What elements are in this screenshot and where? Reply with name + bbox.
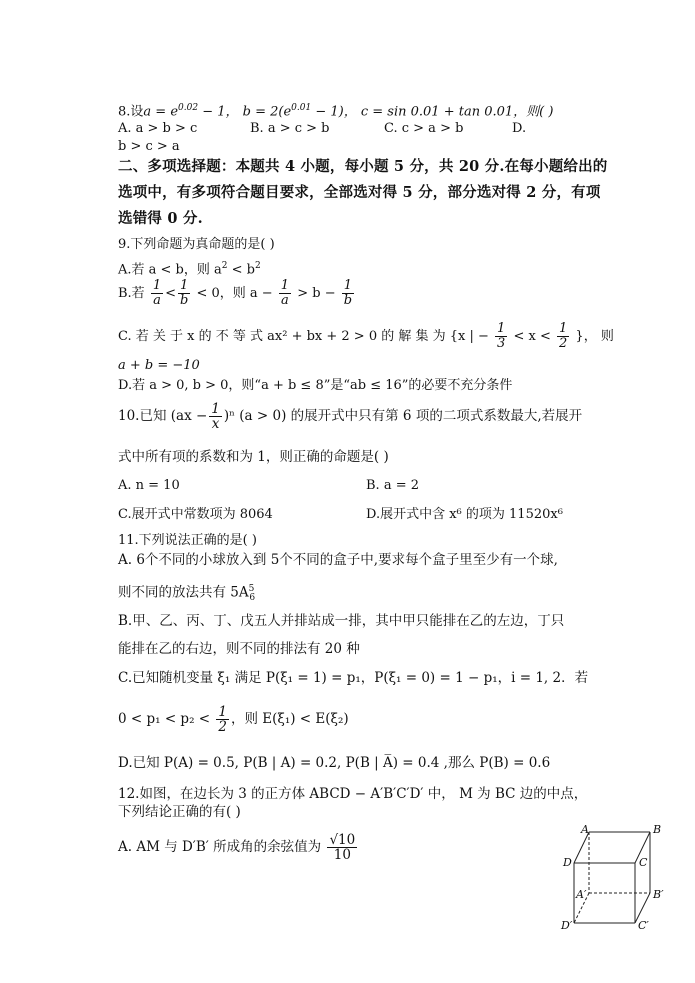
q12-option-a [118,833,359,862]
frac-num: 1 [280,278,290,293]
q8-option-d-cont: b > c > a [118,139,180,154]
frac-num: 1 [152,278,162,293]
q11-c-line2 [118,705,349,734]
q9-a-pre: A.若 a < b，则 a [118,262,222,278]
q9-b-frac4 [342,279,354,308]
q9-a-sup2: 2 [254,261,261,271]
q9-a-mid: < b [227,262,255,278]
frac-den: b [343,293,353,308]
q9-c-mid: < x < [513,329,551,344]
q10-option-d: D.展开式中含 x⁶ 的项为 11520x⁶ [366,507,563,522]
section2-line1: 二、多项选择题：本题共 4 小题，每小题 5 分，共 20 分.在每小题给出的 [118,158,608,175]
q8-expr-b: b = 2(e [242,104,292,120]
q10-option-c: C.展开式中常数项为 8064 [118,507,273,522]
frac-num: 1 [343,278,353,293]
q9-c-frac1 [495,322,507,351]
q10-frac [209,402,222,431]
q8-option-c: C. c > a > b [384,121,464,136]
label-c-prime: C′ [638,919,649,932]
q8-option-a: A. a > b > c [118,121,198,136]
q12-line2: 下列结论正确的有( ) [118,804,241,820]
section2-line2: 选项中，有多项符合题目要求，全部选对得 5 分，部分选对得 2 分，有项 [118,184,601,201]
q11-a2-text: 则不同的放法共有 5A [118,584,249,601]
q11-b-line1: B.甲、乙、丙、丁、戊五人并排站成一排，其中甲只能排在乙的左边，丁只 [118,613,565,629]
label-d: D [563,856,572,869]
label-a-prime: A′ [576,888,587,901]
label-b: B [653,823,662,836]
q11-b-line2: 能排在乙的右边，则不同的排法有 20 种 [118,641,360,657]
frac-num: 1 [180,278,189,293]
q11-stem: 11.下列说法正确的是( ) [118,533,257,548]
q8-expr-b-tail: − 1)， [311,104,357,120]
label-b-prime: B′ [653,888,664,901]
q10-line2: 式中所有项的系数和为 1，则正确的命题是( ) [118,449,389,465]
q10-option-b: B. a = 2 [366,478,419,493]
frac-den: a [153,293,161,308]
label-c: C [639,856,648,869]
q11-d: D.已知 P(A) = 0.5, P(B | A) = 0.2, P(B | A̅) = 0.4 ,那么 P(B) = 0.6 [118,755,551,771]
frac-den: 2 [559,336,568,351]
frac-num: √10 [329,832,356,848]
q9-b-frac3 [279,279,291,308]
frac-den: 10 [333,847,351,863]
section2-line3: 选错得 0 分. [118,210,203,227]
q11-a2-sub: 6 [249,593,256,604]
q8-expr-c: c = sin 0.01 + tan 0.01，则( ) [360,104,554,120]
q8-expr-b-exp: 0.01 [291,103,312,113]
q10-pre: 10.已知 (ax − [118,408,208,424]
cube-figure [556,822,666,932]
q9-stem: 9.下列命题为真命题的是( ) [118,237,275,252]
frac-num: 1 [218,704,227,720]
frac-num: 1 [559,321,568,336]
label-d-prime: D′ [561,919,573,932]
q9-b-frac1 [151,279,163,308]
q11-c-line1: C.已知随机变量 ξ₁ 满足 P(ξ₁ = 1) = p₁，P(ξ₁ = 0) = 1 − p₁，i = 1, 2．若 [118,670,589,686]
frac-num: 1 [211,401,220,417]
q9-option-b: B.若 $\frac{1}{a}$ < $\frac{1}{b}$ < 0，则 a − $\frac{1}{a}$ > b − $\frac{1}{b}$ [118,278,353,308]
q8-option-d: D. [512,121,527,136]
frac-num: 1 [497,321,506,336]
q11-c2-pre: 0 < p₁ < p₂ < [118,711,211,727]
q9-b-mid: < 0，则 a − [196,286,273,301]
q10-option-a: A. n = 10 [118,478,180,493]
q10-stem [118,402,582,431]
q9-b-pre: B.若 [118,286,145,301]
frac-den: a [281,293,289,308]
q10-mid: )ⁿ (a > 0) 的展开式中只有第 6 项的二项式系数最大,若展开 [223,408,583,424]
q8-stem [118,99,553,121]
q8-expr-a-exp: 0.02 [178,103,199,113]
q9-option-d: D.若 a > 0, b > 0，则“a + b ≤ 8”是“ab ≤ 16”的必要不充分条件 [118,378,513,393]
q11-c2-tail: ，则 E(ξ₁) < E(ξ₂) [230,711,349,727]
q8-option-b: B. a > c > b [250,121,330,136]
q9-c-pre: C. 若 关 于 x 的 不 等 式 ax² + bx + 2 > 0 的 解 集 为 {x | − [118,329,489,344]
q9-c-frac2 [557,322,569,351]
frac-den: b [179,293,189,308]
q11-a-line1: A. 6个不同的小球放入到 5个不同的盒子中,要求每个盒子里至少有一个球, [118,552,558,568]
q8-expr-a: a = e [143,104,179,120]
q9-c-tail: }， 则 [575,329,614,344]
q9-option-a [118,257,261,279]
q8-prefix: 8.设 [118,104,144,120]
q12-a-pre: A. AM 与 D′B′ 所成角的余弦值为 [118,839,322,855]
q11-a2-sup: 5 [248,584,255,594]
frac-den: 3 [497,336,506,351]
q9-option-c [118,322,614,351]
q9-b-mid2: > b − [297,286,336,301]
q11-c-frac [216,705,229,734]
q11-a-line2 [118,580,255,607]
frac-den: 2 [218,719,227,735]
q8-expr-a-tail: − 1， [198,104,239,120]
q12-line1: 12.如图，在边长为 3 的正方体 ABCD − A′B′C′D′ 中， M 为 BC 边的中点， [118,786,588,802]
q9-a-sup1: 2 [221,261,228,271]
label-a: A [581,823,589,836]
edge-ad [574,832,589,863]
q9-option-c-line2: a + b = −10 [118,358,200,373]
q12-a-frac [327,833,357,862]
frac-den: x [211,416,220,432]
q9-b-frac2 [178,279,190,308]
